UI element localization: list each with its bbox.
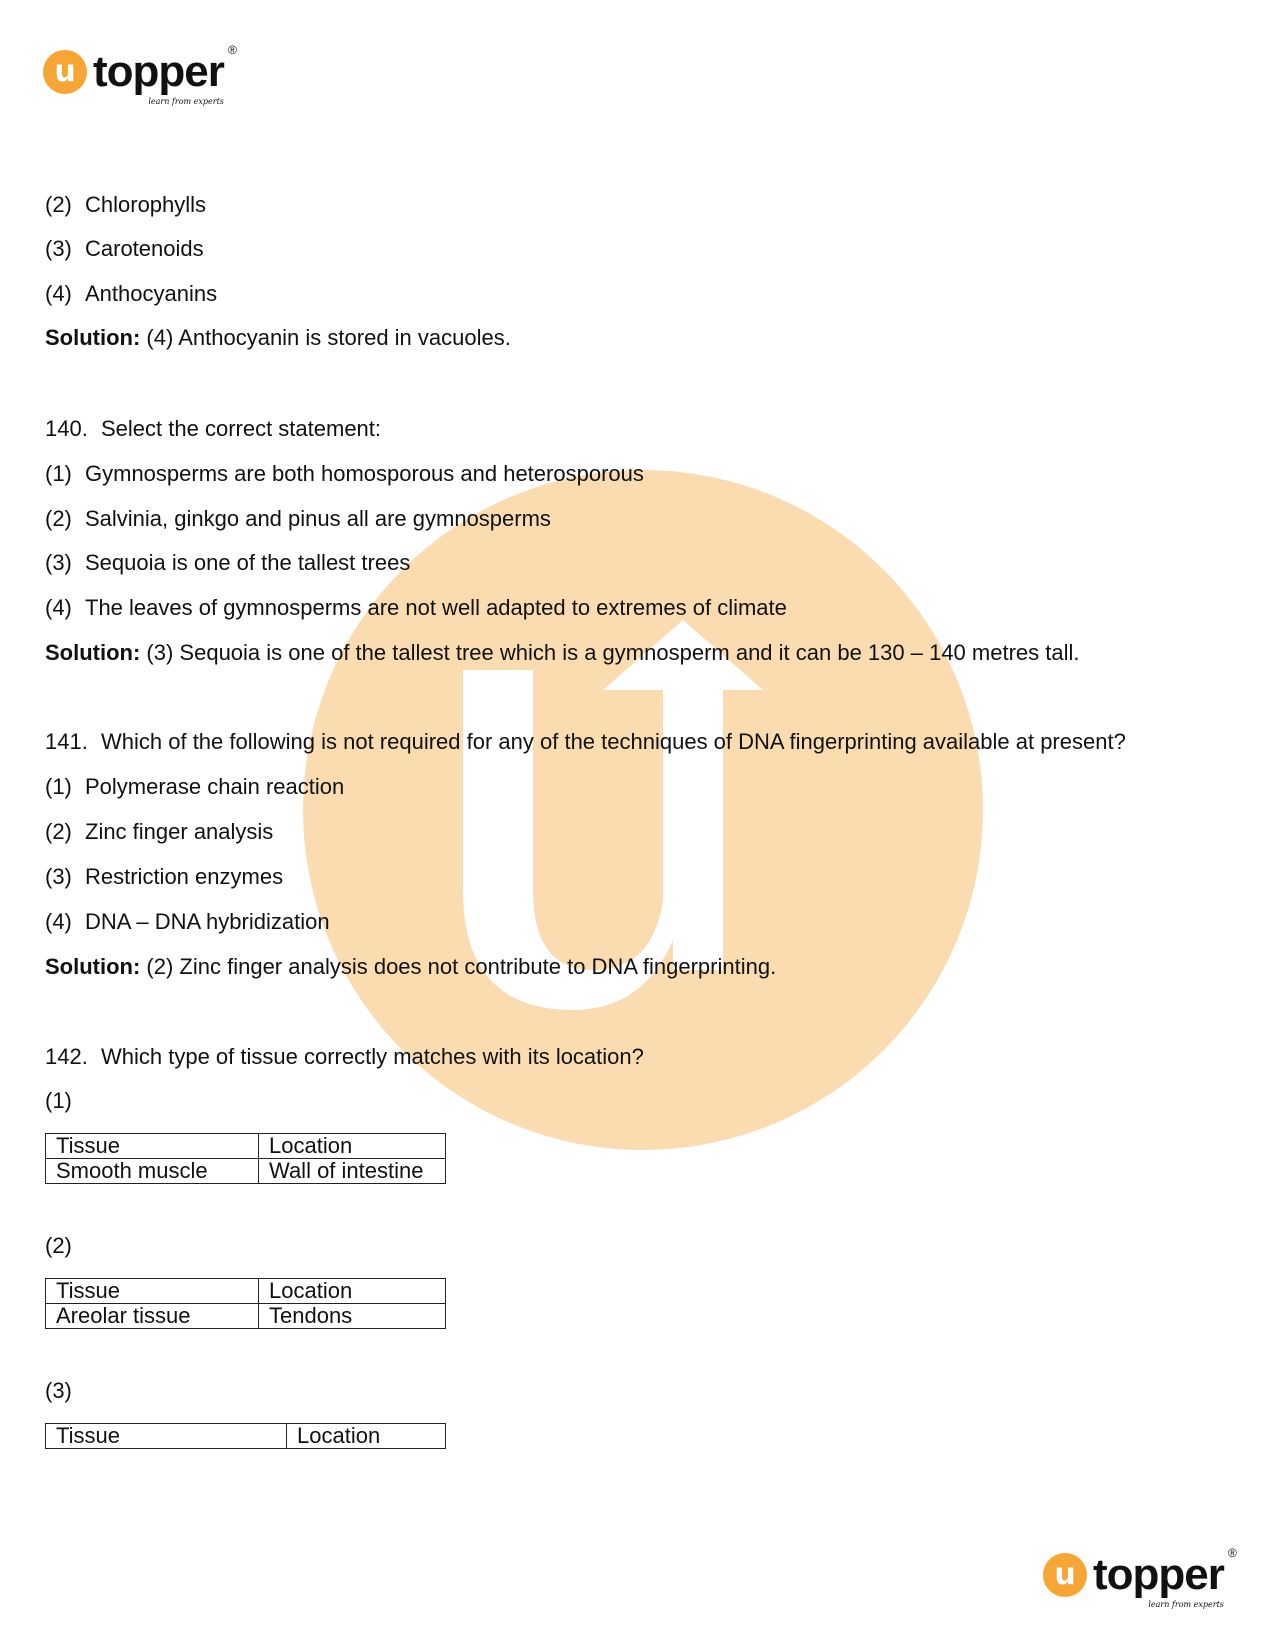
table-cell: Smooth muscle: [46, 1159, 259, 1184]
option-line: [45, 595, 787, 621]
option-number: (2): [45, 1233, 72, 1258]
option-text: DNA – DNA hybridization: [85, 909, 330, 934]
option-3-table: [45, 1423, 446, 1449]
solution-label: Solution:: [45, 325, 141, 350]
option-text: Polymerase chain reaction: [85, 774, 345, 799]
option-number: (4): [45, 595, 72, 620]
footer-logo-name: topper: [1093, 1550, 1224, 1599]
solution-line: [45, 954, 776, 980]
table-row: [46, 1279, 446, 1304]
question-number: 140.: [45, 416, 88, 441]
solution-text: (2) Zinc finger analysis does not contribute to DNA fingerprinting.: [140, 954, 777, 979]
solution-line: [45, 325, 511, 351]
option-text: Chlorophylls: [85, 192, 207, 217]
option-number: (3): [45, 864, 72, 889]
option-text: Sequoia is one of the tallest trees: [85, 550, 411, 575]
table-row: [46, 1159, 446, 1184]
option-text: Gymnosperms are both homosporous and heterosporous: [85, 461, 644, 486]
option-line: [45, 909, 330, 935]
table-cell: Areolar tissue: [46, 1304, 259, 1329]
option-number: (4): [45, 281, 72, 306]
logo-u-icon: u: [43, 50, 87, 94]
option-text: Restriction enzymes: [85, 864, 284, 889]
table-row: [46, 1424, 446, 1449]
option-number-line: [45, 1378, 72, 1404]
option-text: Salvinia, ginkgo and pinus all are gymnosperms: [85, 506, 551, 531]
option-number-line: [45, 1088, 72, 1114]
option-number: (3): [45, 236, 72, 261]
question-number: 141.: [45, 729, 88, 754]
logo-name: topper: [93, 47, 224, 96]
option-number: (3): [45, 1378, 72, 1403]
option-number: (1): [45, 774, 72, 799]
header-logo: [43, 43, 236, 106]
table-cell: Tissue: [46, 1424, 287, 1449]
option-number: (2): [45, 192, 72, 217]
option-1-table: [45, 1133, 446, 1184]
logo-wordmark: [93, 43, 236, 106]
footer-logo-wordmark: [1093, 1546, 1236, 1609]
option-line: [45, 506, 551, 532]
option-line: [45, 281, 217, 307]
option-number: (1): [45, 461, 72, 486]
option-line: [45, 864, 283, 890]
question-141: [45, 729, 1126, 755]
option-number: (4): [45, 909, 72, 934]
solution-text: (4) Anthocyanin is stored in vacuoles.: [140, 325, 511, 350]
table-cell: Location: [259, 1279, 446, 1304]
question-number: 142.: [45, 1044, 88, 1069]
option-text: Carotenoids: [85, 236, 204, 261]
question-text: Which of the following is not required for any of the techniques of DNA fingerprinting available at present?: [101, 729, 1126, 754]
solution-label: Solution:: [45, 640, 141, 665]
option-line: [45, 461, 644, 487]
table-row: [46, 1304, 446, 1329]
option-line: [45, 819, 273, 845]
table-cell: Tissue: [46, 1279, 259, 1304]
solution-label: Solution:: [45, 954, 141, 979]
option-number: (2): [45, 819, 72, 844]
option-text: The leaves of gymnosperms are not well adapted to extremes of climate: [85, 595, 787, 620]
option-line: [45, 192, 206, 218]
option-number-line: [45, 1233, 72, 1259]
table-cell: Location: [259, 1134, 446, 1159]
option-line: [45, 774, 344, 800]
option-number: (2): [45, 506, 72, 531]
logo-reg: ®: [228, 43, 236, 57]
question-140: [45, 416, 381, 442]
option-line: [45, 236, 204, 262]
footer-logo-tagline: learn from experts: [1148, 1600, 1224, 1609]
option-line: [45, 550, 410, 576]
option-number: (1): [45, 1088, 72, 1113]
option-text: Anthocyanins: [85, 281, 218, 306]
question-text: Select the correct statement:: [101, 416, 382, 441]
solution-text: (3) Sequoia is one of the tallest tree which is a gymnosperm and it can be 130 – 140 metres tall.: [140, 640, 1080, 665]
table-cell: Tendons: [259, 1304, 446, 1329]
logo-tagline: learn from experts: [148, 97, 224, 106]
option-2-table: [45, 1278, 446, 1329]
footer-logo-reg: ®: [1228, 1546, 1236, 1560]
table-cell: Location: [287, 1424, 446, 1449]
footer-logo-u-icon: u: [1043, 1553, 1087, 1597]
table-row: [46, 1134, 446, 1159]
question-text: Which type of tissue correctly matches with its location?: [101, 1044, 644, 1069]
table-cell: Tissue: [46, 1134, 259, 1159]
footer-logo: [1043, 1546, 1236, 1609]
solution-line: [45, 640, 1080, 666]
option-text: Zinc finger analysis: [85, 819, 274, 844]
option-number: (3): [45, 550, 72, 575]
table-cell: Wall of intestine: [259, 1159, 446, 1184]
question-142: [45, 1044, 644, 1070]
